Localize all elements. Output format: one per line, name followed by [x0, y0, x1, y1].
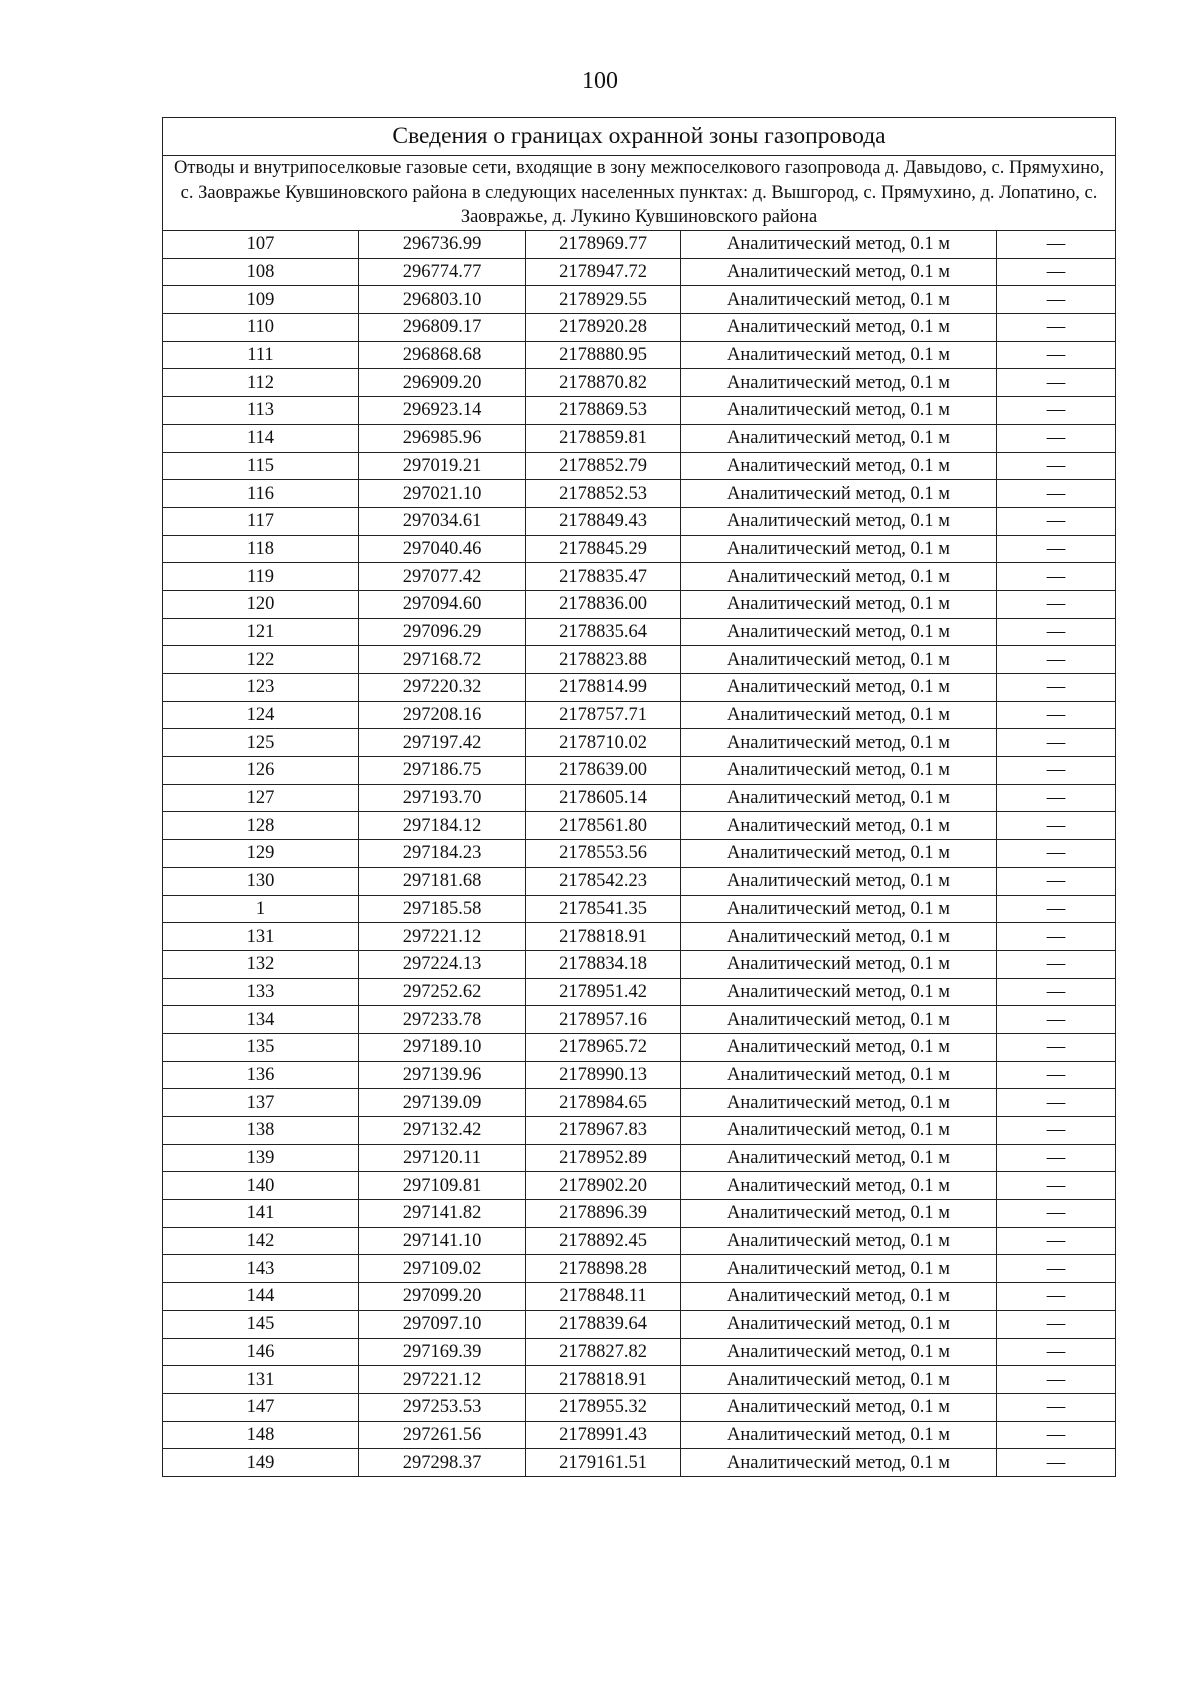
- description-cell: —: [997, 1227, 1116, 1255]
- table-row: [163, 286, 1116, 314]
- point-number-cell: 120: [163, 590, 359, 618]
- description-cell: —: [997, 314, 1116, 342]
- description-cell: —: [997, 1255, 1116, 1283]
- table-row: [163, 1255, 1116, 1283]
- y-coordinate-cell: 2178835.47: [526, 563, 681, 591]
- table-row: [163, 1283, 1116, 1311]
- point-number-cell: 144: [163, 1283, 359, 1311]
- method-accuracy-cell: Аналитический метод, 0.1 м: [681, 1061, 997, 1089]
- table-row: [163, 1227, 1116, 1255]
- method-accuracy-cell: Аналитический метод, 0.1 м: [681, 1421, 997, 1449]
- point-number-cell: 117: [163, 507, 359, 535]
- y-coordinate-cell: 2178898.28: [526, 1255, 681, 1283]
- x-coordinate-cell: 297221.12: [359, 923, 526, 951]
- point-number-cell: 109: [163, 286, 359, 314]
- point-number-cell: 111: [163, 341, 359, 369]
- description-cell: —: [997, 341, 1116, 369]
- point-number-cell: 136: [163, 1061, 359, 1089]
- point-number-cell: 124: [163, 701, 359, 729]
- y-coordinate-cell: 2178880.95: [526, 341, 681, 369]
- method-accuracy-cell: Аналитический метод, 0.1 м: [681, 397, 997, 425]
- point-number-cell: 121: [163, 618, 359, 646]
- point-number-cell: 128: [163, 812, 359, 840]
- table-row: [163, 369, 1116, 397]
- x-coordinate-cell: 297132.42: [359, 1117, 526, 1145]
- table-row: [163, 1449, 1116, 1477]
- description-cell: —: [997, 1366, 1116, 1394]
- x-coordinate-cell: 296868.68: [359, 341, 526, 369]
- method-accuracy-cell: Аналитический метод, 0.1 м: [681, 1117, 997, 1145]
- description-cell: —: [997, 535, 1116, 563]
- table-row: [163, 1089, 1116, 1117]
- x-coordinate-cell: 297139.09: [359, 1089, 526, 1117]
- point-number-cell: 143: [163, 1255, 359, 1283]
- description-cell: —: [997, 397, 1116, 425]
- description-cell: —: [997, 812, 1116, 840]
- method-accuracy-cell: Аналитический метод, 0.1 м: [681, 1006, 997, 1034]
- x-coordinate-cell: 297168.72: [359, 646, 526, 674]
- y-coordinate-cell: 2178757.71: [526, 701, 681, 729]
- point-number-cell: 132: [163, 950, 359, 978]
- method-accuracy-cell: Аналитический метод, 0.1 м: [681, 1200, 997, 1228]
- description-cell: —: [997, 1061, 1116, 1089]
- description-cell: —: [997, 1172, 1116, 1200]
- y-coordinate-cell: 2178818.91: [526, 1366, 681, 1394]
- x-coordinate-cell: 296985.96: [359, 424, 526, 452]
- y-coordinate-cell: 2178991.43: [526, 1421, 681, 1449]
- description-cell: —: [997, 674, 1116, 702]
- description-cell: —: [997, 1449, 1116, 1477]
- method-accuracy-cell: Аналитический метод, 0.1 м: [681, 1449, 997, 1477]
- method-accuracy-cell: Аналитический метод, 0.1 м: [681, 563, 997, 591]
- y-coordinate-cell: 2178859.81: [526, 424, 681, 452]
- point-number-cell: 135: [163, 1033, 359, 1061]
- point-number-cell: 1: [163, 895, 359, 923]
- table-row: [163, 480, 1116, 508]
- table-row: [163, 867, 1116, 895]
- table-row: [163, 231, 1116, 259]
- table-row: [163, 812, 1116, 840]
- point-number-cell: 125: [163, 729, 359, 757]
- point-number-cell: 131: [163, 923, 359, 951]
- method-accuracy-cell: Аналитический метод, 0.1 м: [681, 1366, 997, 1394]
- point-number-cell: 114: [163, 424, 359, 452]
- description-cell: —: [997, 840, 1116, 868]
- method-accuracy-cell: Аналитический метод, 0.1 м: [681, 1310, 997, 1338]
- table-row: [163, 1006, 1116, 1034]
- table-row: [163, 590, 1116, 618]
- y-coordinate-cell: 2178869.53: [526, 397, 681, 425]
- method-accuracy-cell: Аналитический метод, 0.1 м: [681, 452, 997, 480]
- y-coordinate-cell: 2178870.82: [526, 369, 681, 397]
- y-coordinate-cell: 2178951.42: [526, 978, 681, 1006]
- y-coordinate-cell: 2179161.51: [526, 1449, 681, 1477]
- x-coordinate-cell: 297120.11: [359, 1144, 526, 1172]
- x-coordinate-cell: 296909.20: [359, 369, 526, 397]
- table-row: [163, 258, 1116, 286]
- y-coordinate-cell: 2178952.89: [526, 1144, 681, 1172]
- description-cell: —: [997, 1033, 1116, 1061]
- y-coordinate-cell: 2178896.39: [526, 1200, 681, 1228]
- description-cell: —: [997, 258, 1116, 286]
- description-cell: —: [997, 1144, 1116, 1172]
- x-coordinate-cell: 297181.68: [359, 867, 526, 895]
- y-coordinate-cell: 2178836.00: [526, 590, 681, 618]
- table-row: [163, 314, 1116, 342]
- y-coordinate-cell: 2178835.64: [526, 618, 681, 646]
- x-coordinate-cell: 296774.77: [359, 258, 526, 286]
- y-coordinate-cell: 2178967.83: [526, 1117, 681, 1145]
- description-cell: —: [997, 286, 1116, 314]
- method-accuracy-cell: Аналитический метод, 0.1 м: [681, 1393, 997, 1421]
- description-cell: —: [997, 563, 1116, 591]
- x-coordinate-cell: 297224.13: [359, 950, 526, 978]
- x-coordinate-cell: 297077.42: [359, 563, 526, 591]
- x-coordinate-cell: 297094.60: [359, 590, 526, 618]
- point-number-cell: 119: [163, 563, 359, 591]
- point-number-cell: 112: [163, 369, 359, 397]
- point-number-cell: 141: [163, 1200, 359, 1228]
- method-accuracy-cell: Аналитический метод, 0.1 м: [681, 1172, 997, 1200]
- x-coordinate-cell: 297220.32: [359, 674, 526, 702]
- method-accuracy-cell: Аналитический метод, 0.1 м: [681, 618, 997, 646]
- x-coordinate-cell: 297109.02: [359, 1255, 526, 1283]
- method-accuracy-cell: Аналитический метод, 0.1 м: [681, 978, 997, 1006]
- description-cell: —: [997, 369, 1116, 397]
- method-accuracy-cell: Аналитический метод, 0.1 м: [681, 535, 997, 563]
- method-accuracy-cell: Аналитический метод, 0.1 м: [681, 231, 997, 259]
- point-number-cell: 138: [163, 1117, 359, 1145]
- x-coordinate-cell: 297021.10: [359, 480, 526, 508]
- table-row: [163, 978, 1116, 1006]
- y-coordinate-cell: 2178902.20: [526, 1172, 681, 1200]
- description-cell: —: [997, 480, 1116, 508]
- table-row: [163, 563, 1116, 591]
- table-title: Сведения о границах охранной зоны газопровода: [163, 118, 1116, 156]
- method-accuracy-cell: Аналитический метод, 0.1 м: [681, 480, 997, 508]
- y-coordinate-cell: 2178849.43: [526, 507, 681, 535]
- description-cell: —: [997, 950, 1116, 978]
- x-coordinate-cell: 297186.75: [359, 757, 526, 785]
- x-coordinate-cell: 297096.29: [359, 618, 526, 646]
- x-coordinate-cell: 296923.14: [359, 397, 526, 425]
- y-coordinate-cell: 2178561.80: [526, 812, 681, 840]
- y-coordinate-cell: 2178947.72: [526, 258, 681, 286]
- table-row: [163, 535, 1116, 563]
- description-cell: —: [997, 231, 1116, 259]
- x-coordinate-cell: 297040.46: [359, 535, 526, 563]
- description-cell: —: [997, 729, 1116, 757]
- method-accuracy-cell: Аналитический метод, 0.1 м: [681, 895, 997, 923]
- point-number-cell: 139: [163, 1144, 359, 1172]
- point-number-cell: 127: [163, 784, 359, 812]
- y-coordinate-cell: 2178969.77: [526, 231, 681, 259]
- y-coordinate-cell: 2178834.18: [526, 950, 681, 978]
- x-coordinate-cell: 297034.61: [359, 507, 526, 535]
- x-coordinate-cell: 297298.37: [359, 1449, 526, 1477]
- method-accuracy-cell: Аналитический метод, 0.1 м: [681, 286, 997, 314]
- description-cell: —: [997, 1393, 1116, 1421]
- point-number-cell: 147: [163, 1393, 359, 1421]
- description-cell: —: [997, 1338, 1116, 1366]
- method-accuracy-cell: Аналитический метод, 0.1 м: [681, 1255, 997, 1283]
- table-row: [163, 618, 1116, 646]
- table-row: [163, 757, 1116, 785]
- x-coordinate-cell: 297208.16: [359, 701, 526, 729]
- method-accuracy-cell: Аналитический метод, 0.1 м: [681, 674, 997, 702]
- description-cell: —: [997, 1421, 1116, 1449]
- y-coordinate-cell: 2178920.28: [526, 314, 681, 342]
- x-coordinate-cell: 297193.70: [359, 784, 526, 812]
- description-cell: —: [997, 923, 1116, 951]
- point-number-cell: 115: [163, 452, 359, 480]
- table-row: [163, 1033, 1116, 1061]
- point-number-cell: 108: [163, 258, 359, 286]
- description-cell: —: [997, 784, 1116, 812]
- description-cell: —: [997, 452, 1116, 480]
- table-row: [163, 507, 1116, 535]
- description-cell: —: [997, 1089, 1116, 1117]
- method-accuracy-cell: Аналитический метод, 0.1 м: [681, 507, 997, 535]
- x-coordinate-cell: 297141.10: [359, 1227, 526, 1255]
- y-coordinate-cell: 2178818.91: [526, 923, 681, 951]
- method-accuracy-cell: Аналитический метод, 0.1 м: [681, 1338, 997, 1366]
- x-coordinate-cell: 297169.39: [359, 1338, 526, 1366]
- description-cell: —: [997, 1310, 1116, 1338]
- x-coordinate-cell: 297233.78: [359, 1006, 526, 1034]
- y-coordinate-cell: 2178892.45: [526, 1227, 681, 1255]
- y-coordinate-cell: 2178990.13: [526, 1061, 681, 1089]
- method-accuracy-cell: Аналитический метод, 0.1 м: [681, 784, 997, 812]
- table-row: [163, 1338, 1116, 1366]
- x-coordinate-cell: 297189.10: [359, 1033, 526, 1061]
- method-accuracy-cell: Аналитический метод, 0.1 м: [681, 1033, 997, 1061]
- table-row: [163, 452, 1116, 480]
- point-number-cell: 110: [163, 314, 359, 342]
- description-cell: —: [997, 424, 1116, 452]
- x-coordinate-cell: 296736.99: [359, 231, 526, 259]
- y-coordinate-cell: 2178965.72: [526, 1033, 681, 1061]
- method-accuracy-cell: Аналитический метод, 0.1 м: [681, 923, 997, 951]
- y-coordinate-cell: 2178984.65: [526, 1089, 681, 1117]
- table-subtitle: Отводы и внутрипоселковые газовые сети, входящие в зону межпоселкового газопровода д. Давыдово, с. Прямухино, с. Заовражье Кувшиновского района в следующих населенных пунктах: д. Вышгород, с. Прямухино, д. Лопатино, с. Заовражье, д. Лукино Кувшиновского района: [163, 156, 1116, 231]
- method-accuracy-cell: Аналитический метод, 0.1 м: [681, 258, 997, 286]
- x-coordinate-cell: 297253.53: [359, 1393, 526, 1421]
- x-coordinate-cell: 297197.42: [359, 729, 526, 757]
- point-number-cell: 123: [163, 674, 359, 702]
- description-cell: —: [997, 1200, 1116, 1228]
- x-coordinate-cell: 297221.12: [359, 1366, 526, 1394]
- table-row: [163, 646, 1116, 674]
- table-row: [163, 674, 1116, 702]
- point-number-cell: 122: [163, 646, 359, 674]
- table-row: [163, 729, 1116, 757]
- table-row: [163, 950, 1116, 978]
- boundary-table: [162, 117, 1116, 1477]
- y-coordinate-cell: 2178639.00: [526, 757, 681, 785]
- table-row: [163, 1117, 1116, 1145]
- table-row: [163, 1421, 1116, 1449]
- table-row: [163, 1061, 1116, 1089]
- x-coordinate-cell: 296803.10: [359, 286, 526, 314]
- x-coordinate-cell: 297184.23: [359, 840, 526, 868]
- method-accuracy-cell: Аналитический метод, 0.1 м: [681, 1227, 997, 1255]
- y-coordinate-cell: 2178852.53: [526, 480, 681, 508]
- method-accuracy-cell: Аналитический метод, 0.1 м: [681, 729, 997, 757]
- table-row: [163, 1366, 1116, 1394]
- method-accuracy-cell: Аналитический метод, 0.1 м: [681, 867, 997, 895]
- method-accuracy-cell: Аналитический метод, 0.1 м: [681, 590, 997, 618]
- table-row: [163, 840, 1116, 868]
- y-coordinate-cell: 2178823.88: [526, 646, 681, 674]
- x-coordinate-cell: 297099.20: [359, 1283, 526, 1311]
- y-coordinate-cell: 2178955.32: [526, 1393, 681, 1421]
- point-number-cell: 113: [163, 397, 359, 425]
- method-accuracy-cell: Аналитический метод, 0.1 м: [681, 646, 997, 674]
- method-accuracy-cell: Аналитический метод, 0.1 м: [681, 1144, 997, 1172]
- y-coordinate-cell: 2178541.35: [526, 895, 681, 923]
- description-cell: —: [997, 895, 1116, 923]
- x-coordinate-cell: 297139.96: [359, 1061, 526, 1089]
- y-coordinate-cell: 2178845.29: [526, 535, 681, 563]
- description-cell: —: [997, 978, 1116, 1006]
- x-coordinate-cell: 297141.82: [359, 1200, 526, 1228]
- y-coordinate-cell: 2178929.55: [526, 286, 681, 314]
- table-row: [163, 1144, 1116, 1172]
- y-coordinate-cell: 2178848.11: [526, 1283, 681, 1311]
- y-coordinate-cell: 2178827.82: [526, 1338, 681, 1366]
- point-number-cell: 146: [163, 1338, 359, 1366]
- x-coordinate-cell: 297109.81: [359, 1172, 526, 1200]
- x-coordinate-cell: 297261.56: [359, 1421, 526, 1449]
- point-number-cell: 130: [163, 867, 359, 895]
- point-number-cell: 133: [163, 978, 359, 1006]
- y-coordinate-cell: 2178852.79: [526, 452, 681, 480]
- method-accuracy-cell: Аналитический метод, 0.1 м: [681, 424, 997, 452]
- point-number-cell: 149: [163, 1449, 359, 1477]
- method-accuracy-cell: Аналитический метод, 0.1 м: [681, 314, 997, 342]
- y-coordinate-cell: 2178553.56: [526, 840, 681, 868]
- table-row: [163, 1172, 1116, 1200]
- method-accuracy-cell: Аналитический метод, 0.1 м: [681, 757, 997, 785]
- table-row: [163, 341, 1116, 369]
- table-row: [163, 923, 1116, 951]
- table-row: [163, 1393, 1116, 1421]
- x-coordinate-cell: 297019.21: [359, 452, 526, 480]
- x-coordinate-cell: 296809.17: [359, 314, 526, 342]
- method-accuracy-cell: Аналитический метод, 0.1 м: [681, 369, 997, 397]
- method-accuracy-cell: Аналитический метод, 0.1 м: [681, 341, 997, 369]
- method-accuracy-cell: Аналитический метод, 0.1 м: [681, 701, 997, 729]
- y-coordinate-cell: 2178957.16: [526, 1006, 681, 1034]
- y-coordinate-cell: 2178814.99: [526, 674, 681, 702]
- table-row: [163, 701, 1116, 729]
- point-number-cell: 137: [163, 1089, 359, 1117]
- y-coordinate-cell: 2178605.14: [526, 784, 681, 812]
- y-coordinate-cell: 2178839.64: [526, 1310, 681, 1338]
- method-accuracy-cell: Аналитический метод, 0.1 м: [681, 840, 997, 868]
- table-row: [163, 1200, 1116, 1228]
- page-number: 100: [582, 68, 618, 94]
- method-accuracy-cell: Аналитический метод, 0.1 м: [681, 812, 997, 840]
- y-coordinate-cell: 2178542.23: [526, 867, 681, 895]
- method-accuracy-cell: Аналитический метод, 0.1 м: [681, 950, 997, 978]
- method-accuracy-cell: Аналитический метод, 0.1 м: [681, 1089, 997, 1117]
- description-cell: —: [997, 757, 1116, 785]
- point-number-cell: 129: [163, 840, 359, 868]
- point-number-cell: 107: [163, 231, 359, 259]
- point-number-cell: 118: [163, 535, 359, 563]
- point-number-cell: 134: [163, 1006, 359, 1034]
- x-coordinate-cell: 297185.58: [359, 895, 526, 923]
- point-number-cell: 140: [163, 1172, 359, 1200]
- point-number-cell: 142: [163, 1227, 359, 1255]
- description-cell: —: [997, 590, 1116, 618]
- description-cell: —: [997, 618, 1116, 646]
- description-cell: —: [997, 646, 1116, 674]
- x-coordinate-cell: 297097.10: [359, 1310, 526, 1338]
- point-number-cell: 126: [163, 757, 359, 785]
- x-coordinate-cell: 297184.12: [359, 812, 526, 840]
- x-coordinate-cell: 297252.62: [359, 978, 526, 1006]
- table-row: [163, 784, 1116, 812]
- table-row: [163, 397, 1116, 425]
- description-cell: —: [997, 867, 1116, 895]
- description-cell: —: [997, 507, 1116, 535]
- description-cell: —: [997, 1006, 1116, 1034]
- point-number-cell: 131: [163, 1366, 359, 1394]
- point-number-cell: 148: [163, 1421, 359, 1449]
- table-row: [163, 424, 1116, 452]
- description-cell: —: [997, 701, 1116, 729]
- description-cell: —: [997, 1117, 1116, 1145]
- table-row: [163, 1310, 1116, 1338]
- description-cell: —: [997, 1283, 1116, 1311]
- method-accuracy-cell: Аналитический метод, 0.1 м: [681, 1283, 997, 1311]
- y-coordinate-cell: 2178710.02: [526, 729, 681, 757]
- point-number-cell: 145: [163, 1310, 359, 1338]
- table-row: [163, 895, 1116, 923]
- point-number-cell: 116: [163, 480, 359, 508]
